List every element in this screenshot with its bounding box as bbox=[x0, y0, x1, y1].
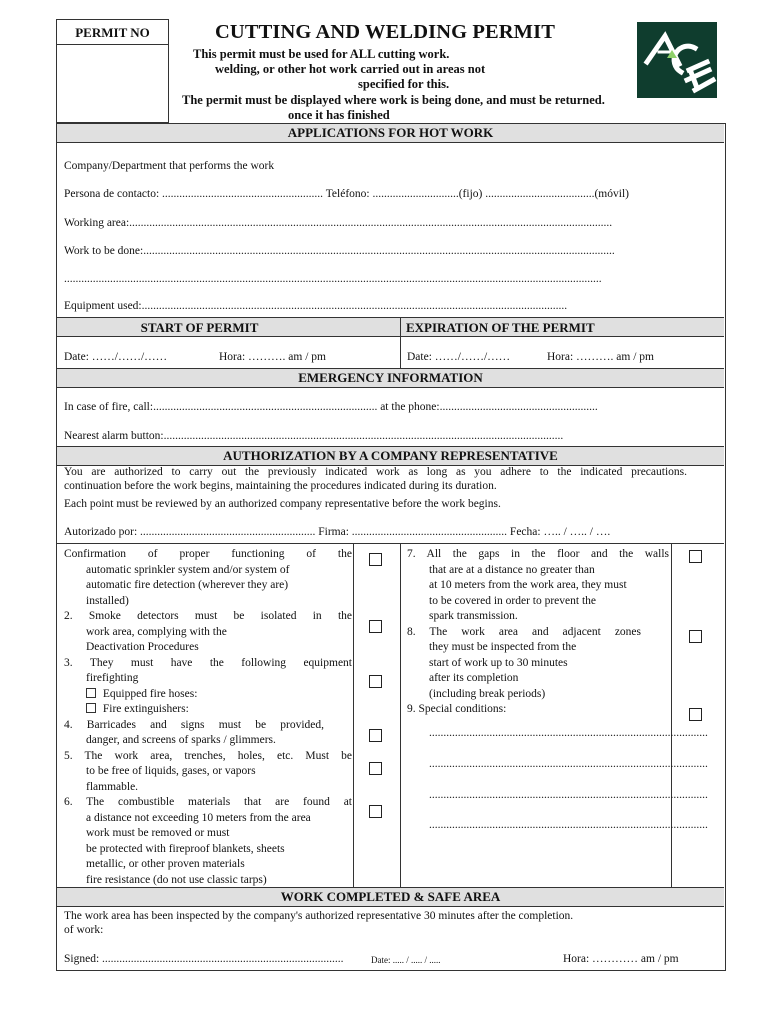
checkbox-item-4[interactable] bbox=[369, 729, 382, 742]
checklist-right bbox=[407, 547, 689, 718]
completion-date-field[interactable]: Date: ..... / ..... / ..... bbox=[371, 955, 441, 965]
checkbox-item-3[interactable] bbox=[369, 675, 382, 688]
intro-line: This permit must be used for ALL cutting work. bbox=[193, 47, 450, 61]
completion-text: The work area has been inspected by the company's authorized representative 30 minutes after the completion. bbox=[64, 910, 574, 922]
company-logo bbox=[637, 22, 717, 98]
checkbox-item-6[interactable] bbox=[369, 805, 382, 818]
section-header-expiration: EXPIRATION OF THE PERMIT bbox=[406, 320, 595, 335]
checklist-line: work area, complying with the bbox=[86, 625, 227, 638]
special-condition-line[interactable]: ................................................................................................. bbox=[429, 819, 708, 831]
checklist-line: flammable. bbox=[86, 780, 139, 793]
checklist-line: fire resistance (do not use classic tarps) bbox=[86, 873, 267, 886]
special-condition-line[interactable]: ................................................................................................. bbox=[429, 758, 708, 770]
checklist-line: automatic sprinkler system and/or system of bbox=[86, 563, 290, 576]
section-header-authorization: AUTHORIZATION BY A COMPANY REPRESENTATIVE bbox=[57, 446, 724, 466]
checkbox-item-5[interactable] bbox=[369, 762, 382, 775]
checklist-line: Fire extinguishers: bbox=[64, 702, 354, 718]
permit-number-box[interactable] bbox=[56, 19, 169, 123]
checklist-line: 6. The combustible materials that are found at bbox=[64, 796, 352, 808]
checklist-line: they must be inspected from the bbox=[429, 641, 577, 653]
working-area-field[interactable]: Working area:........................................................................................................................................................................ bbox=[64, 217, 613, 229]
checkbox-item-2[interactable] bbox=[369, 620, 382, 633]
expiration-date-field[interactable]: Date: ……/……/…… bbox=[407, 351, 511, 363]
intro-line: welding, or other hot work carried out in areas not bbox=[215, 62, 486, 76]
checklist-line: 3. They must have the following equipment bbox=[64, 656, 352, 669]
authorization-text: You are authorized to carry out the previously indicated work as long as you adhere to the indicated precautions. bbox=[64, 466, 687, 478]
signed-field[interactable]: Signed: .................................................................................... bbox=[64, 953, 344, 965]
checklist-divider bbox=[400, 543, 401, 888]
checklist-line: at 10 meters from the work area, they must bbox=[429, 579, 627, 591]
work-to-be-done-field[interactable]: Work to be done:.................................................................................................................................................................... bbox=[64, 245, 615, 257]
section-header-start: START OF PERMIT bbox=[140, 320, 259, 335]
bullet-box-icon bbox=[86, 703, 96, 713]
checklist-line: danger, and screens of sparks / glimmers. bbox=[86, 734, 276, 746]
checkbox-item-7[interactable] bbox=[689, 550, 702, 563]
checklist-line: start of work up to 30 minutes bbox=[429, 656, 568, 669]
checkbox-item-1[interactable] bbox=[369, 553, 382, 566]
checklist-top-border bbox=[57, 543, 724, 544]
intro-line: The permit must be displayed where work is being done, and must be returned. bbox=[182, 93, 605, 107]
expiration-time-field[interactable]: Hora: ………. am / pm bbox=[547, 351, 654, 363]
page-title: CUTTING AND WELDING PERMIT bbox=[215, 21, 555, 43]
special-condition-line[interactable]: ................................................................................................. bbox=[429, 727, 708, 739]
checklist-line: work must be removed or must bbox=[86, 827, 230, 839]
checklist-line: to be free of liquids, gases, or vapors bbox=[86, 765, 256, 777]
authorized-by-signature-field[interactable]: Autorizado por: ............................................................. Firma: ...................................................... Fecha: ….. / ….. / …. bbox=[64, 526, 611, 538]
permit-no-label: PERMIT NO bbox=[57, 20, 168, 45]
checklist-line: automatic fire detection (wherever they are) bbox=[86, 579, 289, 591]
checklist-line: Deactivation Procedures bbox=[86, 641, 199, 653]
company-department-field[interactable]: Company/Department that performs the work bbox=[64, 160, 275, 172]
checkbox-item-9[interactable] bbox=[689, 708, 702, 721]
checklist-line: installed) bbox=[86, 594, 129, 607]
checklist-line: 9. Special conditions: bbox=[407, 703, 507, 715]
checklist-line: 4. Barricades and signs must be provided, bbox=[64, 718, 324, 731]
section-header-emergency: EMERGENCY INFORMATION bbox=[57, 368, 724, 388]
checklist-line: 2. Smoke detectors must be isolated in the bbox=[64, 610, 352, 622]
checklist-line: spark transmission. bbox=[429, 610, 518, 622]
fire-call-field[interactable]: In case of fire, call:.............................................................................. at the phone:....................................................... bbox=[64, 401, 598, 413]
checklist-line: to be covered in order to prevent the bbox=[429, 594, 597, 607]
ace-logo-graphic bbox=[637, 22, 717, 98]
checklist-line: 5. The work area, trenches, holes, etc. Must be bbox=[64, 749, 352, 762]
checkbox-item-8[interactable] bbox=[689, 630, 702, 643]
intro-line: once it has finished bbox=[288, 108, 390, 122]
checklist-line: be protected with fireproof blankets, sheets bbox=[86, 842, 285, 855]
review-text: Each point must be reviewed by an authorized company representative before the work begins. bbox=[64, 498, 501, 510]
special-condition-line[interactable]: ................................................................................................. bbox=[429, 789, 708, 801]
checklist-left bbox=[64, 547, 354, 888]
alarm-button-field[interactable]: Nearest alarm button:........................................................................................................................................... bbox=[64, 430, 564, 442]
checklist-line: (including break periods) bbox=[429, 687, 546, 700]
start-time-field[interactable]: Hora: ………. am / pm bbox=[219, 351, 326, 363]
section-header-applications: APPLICATIONS FOR HOT WORK bbox=[57, 124, 724, 143]
checklist-line: metallic, or other proven materials bbox=[86, 858, 245, 870]
checklist-line: 8. The work area and adjacent zones bbox=[407, 625, 641, 638]
checklist-line: Equipped fire hoses: bbox=[64, 687, 354, 703]
section-header-work-completed: WORK COMPLETED & SAFE AREA bbox=[57, 887, 724, 907]
completion-text: of work: bbox=[64, 924, 104, 936]
authorization-text: continuation before the work begins, maintaining the procedures indicated during its duration. bbox=[64, 480, 497, 492]
checklist-line: after its completion bbox=[429, 672, 519, 684]
start-expiration-divider bbox=[400, 318, 401, 369]
work-description-line[interactable]: ........................................................................................................................................................................................... bbox=[64, 273, 602, 285]
permit-form bbox=[56, 123, 726, 971]
start-date-field[interactable]: Date: ……/……/…… bbox=[64, 351, 168, 363]
checklist-line: a distance not exceeding 10 meters from the area bbox=[86, 811, 311, 824]
checklist-line: firefighting bbox=[86, 672, 139, 684]
equipment-used-field[interactable]: Equipment used:.................................................................................................................................................... bbox=[64, 300, 568, 312]
bullet-box-icon bbox=[86, 688, 96, 698]
contact-phone-field[interactable]: Persona de contacto: ........................................................ Teléfono: ..............................(fijo) ......................................(móvil) bbox=[64, 188, 629, 200]
completion-time-field[interactable]: Hora: ………… am / pm bbox=[563, 953, 679, 965]
intro-line: specified for this. bbox=[358, 77, 450, 91]
checklist-line: that are at a distance no greater than bbox=[429, 563, 595, 576]
checklist-line: 7. All the gaps in the floor and the walls bbox=[407, 548, 669, 560]
checklist-line: Confirmation of proper functioning of the bbox=[64, 548, 352, 560]
